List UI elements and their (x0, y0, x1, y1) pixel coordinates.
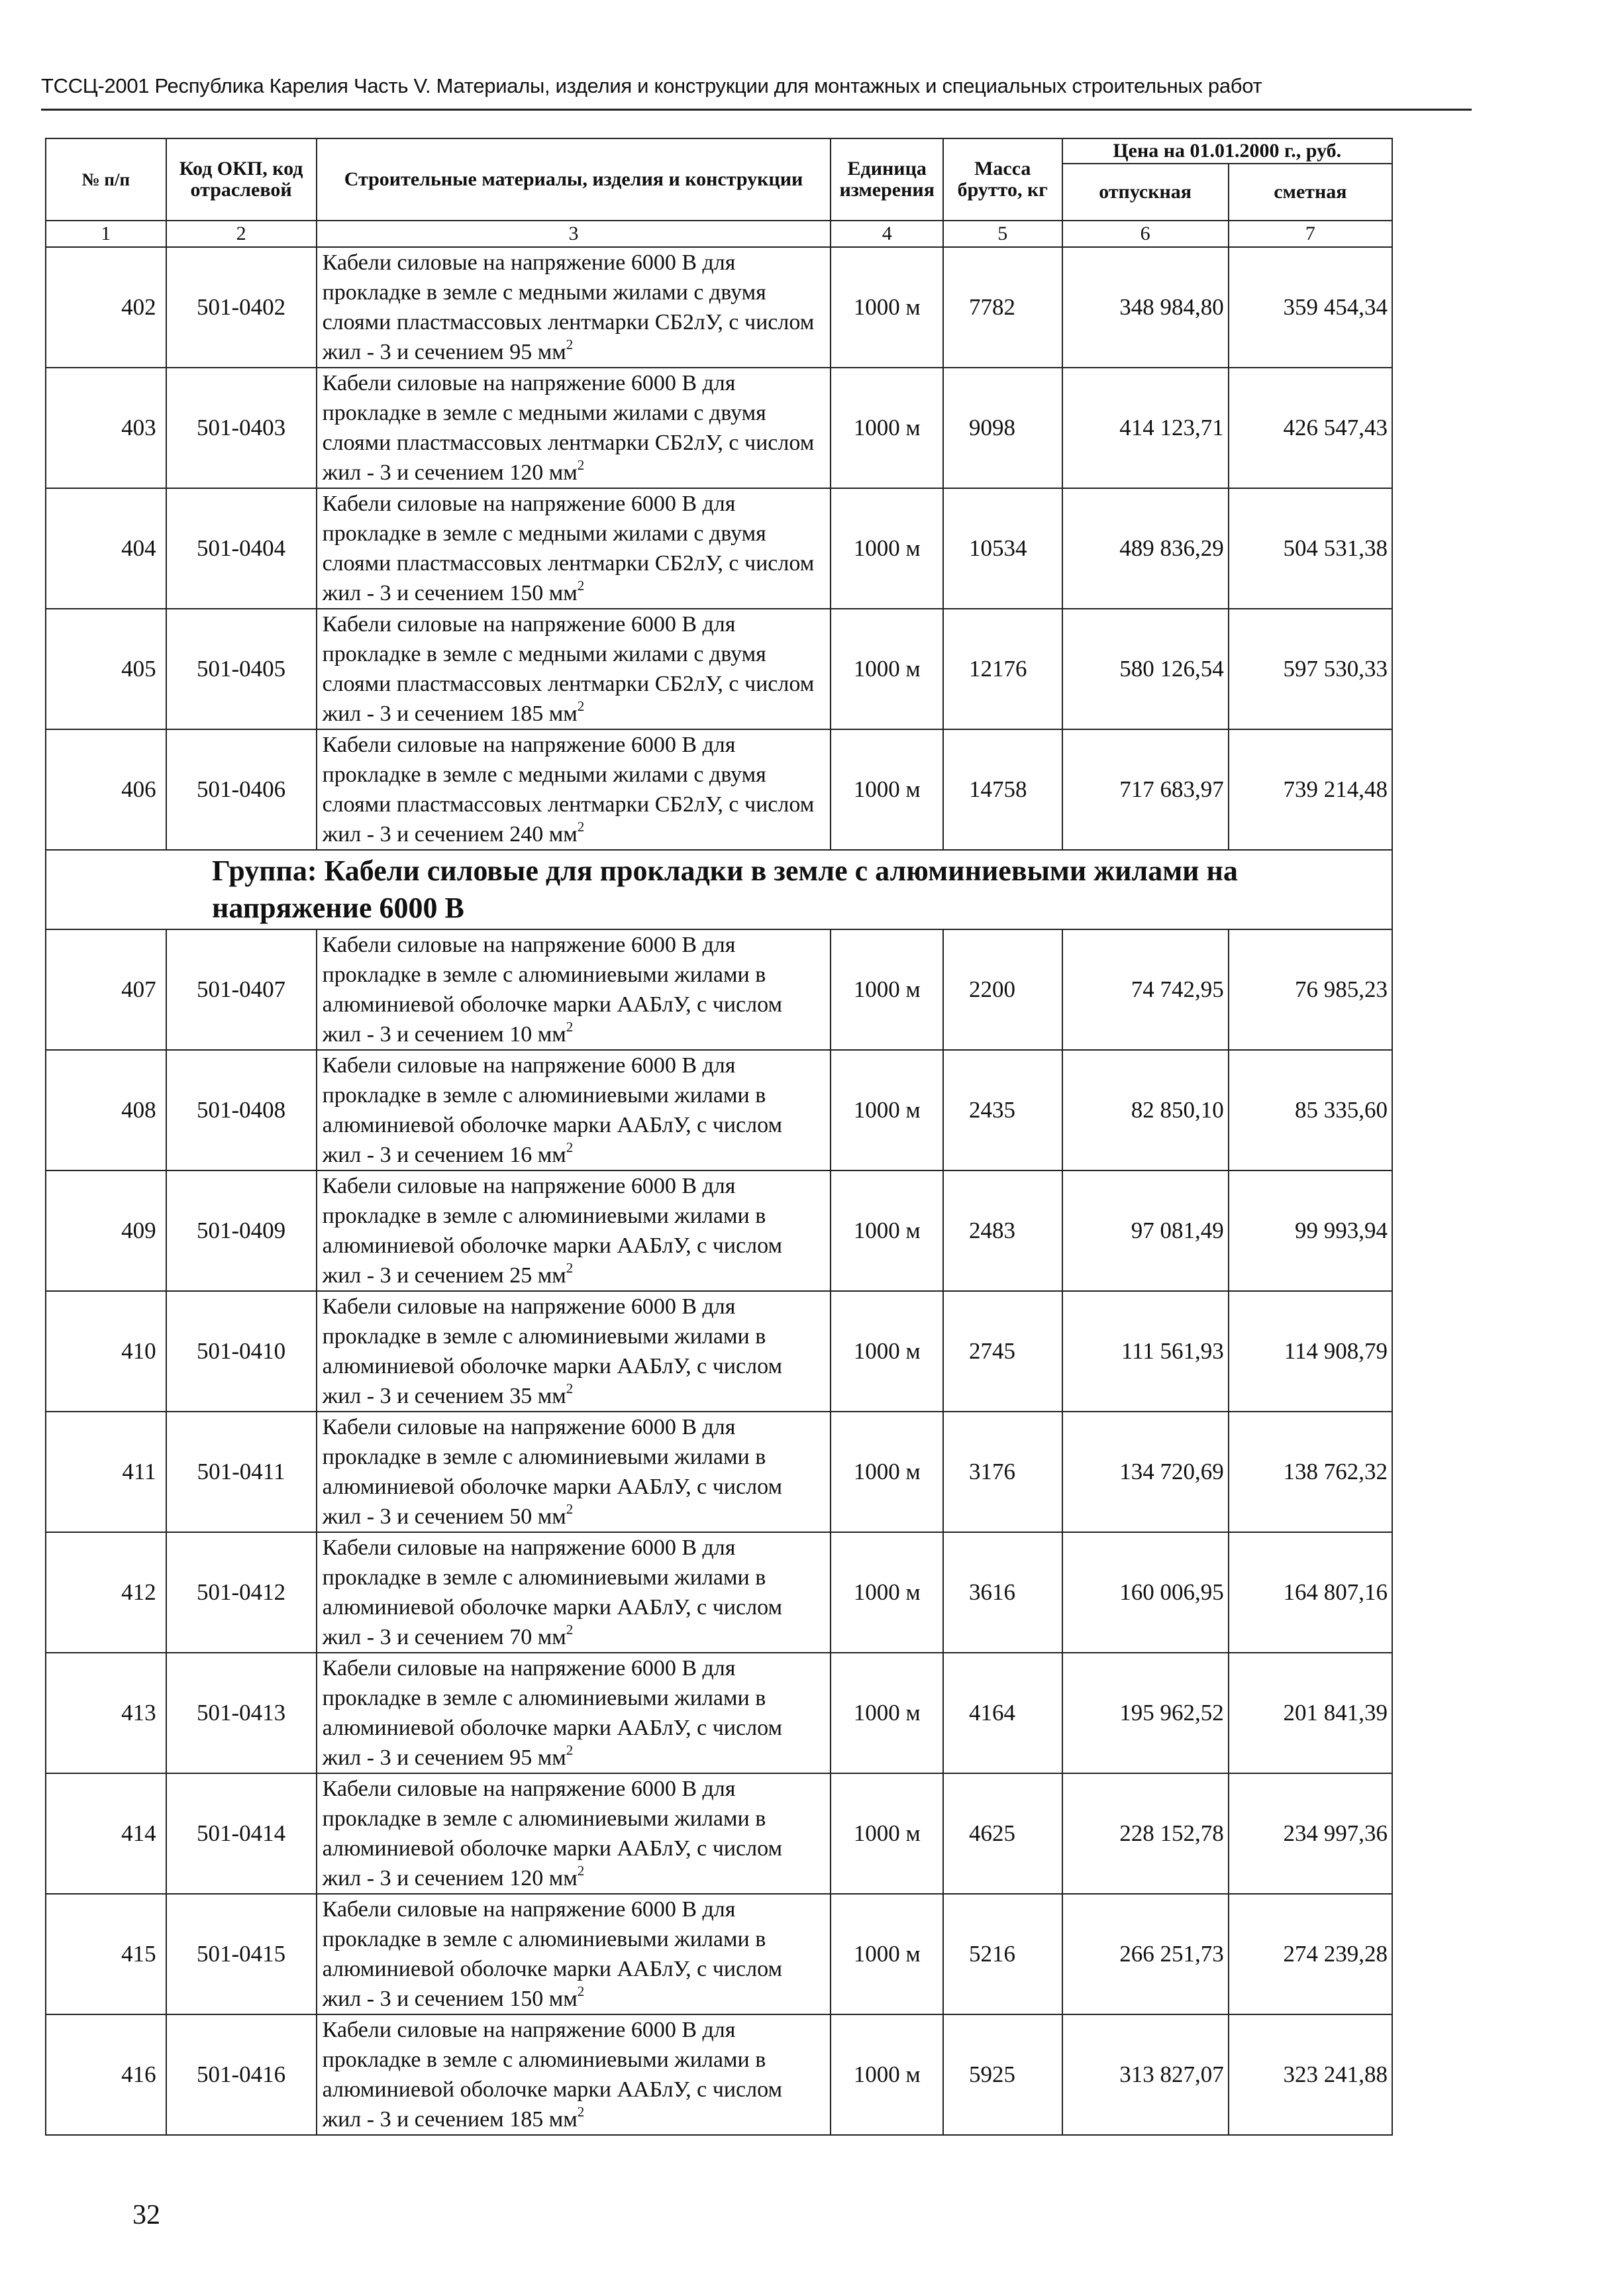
header-okp: Код ОКП, код отраслевой (166, 138, 317, 221)
row-unit: 1000 м (831, 2014, 942, 2135)
row-okp-code: 501-0408 (166, 1050, 317, 1170)
unit-superscript: 2 (577, 2103, 585, 2120)
row-price-release: 717 683,97 (1062, 729, 1229, 850)
row-description-text: Кабели силовые на напряжение 6000 В для прокладке в земле с алюминиевыми жилами в алюминиевой оболочке марки ААБлУ, с числом жил - 3 и сечением 150 мм (322, 1897, 782, 2011)
row-price-release: 111 561,93 (1062, 1291, 1229, 1412)
row-price-release: 195 962,52 (1062, 1653, 1229, 1773)
row-unit: 1000 м (831, 1412, 942, 1532)
row-number: 407 (46, 929, 166, 1050)
row-description-text: Кабели силовые на напряжение 6000 В для прокладке в земле с алюминиевыми жилами в алюминиевой оболочке марки ААБлУ, с числом жил - 3 и сечением 185 мм (322, 2018, 782, 2132)
row-unit: 1000 м (831, 1532, 942, 1653)
row-mass: 5216 (943, 1894, 1062, 2014)
row-price-release: 134 720,69 (1062, 1412, 1229, 1532)
row-unit: 1000 м (831, 1170, 942, 1291)
row-price-estimate: 739 214,48 (1229, 729, 1392, 850)
row-okp-code: 501-0416 (166, 2014, 317, 2135)
row-price-estimate: 274 239,28 (1229, 1894, 1392, 2014)
row-price-release: 82 850,10 (1062, 1050, 1229, 1170)
row-price-release: 160 006,95 (1062, 1532, 1229, 1653)
row-description-text: Кабели силовые на напряжение 6000 В для прокладке в земле с алюминиевыми жилами в алюминиевой оболочке марки ААБлУ, с числом жил - 3 и сечением 50 мм (322, 1415, 782, 1529)
row-description (317, 247, 831, 368)
row-okp-code: 501-0415 (166, 1894, 317, 2014)
row-description (317, 729, 831, 850)
unit-superscript: 2 (577, 698, 585, 714)
row-description-text: Кабели силовые на напряжение 6000 В для прокладке в земле с алюминиевыми жилами в алюминиевой оболочке марки ААБлУ, с числом жил - 3 и сечением 120 мм (322, 1777, 782, 1891)
unit-superscript: 2 (566, 1621, 574, 1637)
row-okp-code: 501-0409 (166, 1170, 317, 1291)
row-price-release: 266 251,73 (1062, 1894, 1229, 2014)
unit-superscript: 2 (566, 1018, 574, 1035)
row-number: 414 (46, 1773, 166, 1894)
row-okp-code: 501-0413 (166, 1653, 317, 1773)
row-description-text: Кабели силовые на напряжение 6000 В для прокладке в земле с медными жилами с двумя слоями пластмассовых лентмарки СБ2лУ, с числом жил - 3 и сечением 185 мм (322, 612, 815, 726)
row-price-estimate: 323 241,88 (1229, 2014, 1392, 2135)
column-number: 5 (943, 221, 1062, 247)
row-mass: 12176 (943, 609, 1062, 729)
unit-superscript: 2 (566, 1500, 574, 1517)
table-row (46, 1050, 1392, 1170)
row-mass: 9098 (943, 368, 1062, 488)
row-price-release: 489 836,29 (1062, 488, 1229, 609)
row-number: 402 (46, 247, 166, 368)
table-row (46, 929, 1392, 1050)
row-price-release: 97 081,49 (1062, 1170, 1229, 1291)
table-row (46, 1291, 1392, 1412)
row-number: 409 (46, 1170, 166, 1291)
row-description (317, 929, 831, 1050)
row-price-release: 348 984,80 (1062, 247, 1229, 368)
price-table (45, 138, 1393, 2136)
unit-superscript: 2 (577, 818, 585, 835)
row-description-text: Кабели силовые на напряжение 6000 В для прокладке в земле с алюминиевыми жилами в алюминиевой оболочке марки ААБлУ, с числом жил - 3 и сечением 70 мм (322, 1535, 782, 1649)
row-number: 412 (46, 1532, 166, 1653)
table-row (46, 368, 1392, 488)
header-price-estimate: сметная (1229, 164, 1392, 221)
row-price-estimate: 504 531,38 (1229, 488, 1392, 609)
row-description (317, 1653, 831, 1773)
row-price-estimate: 426 547,43 (1229, 368, 1392, 488)
unit-superscript: 2 (566, 1139, 574, 1155)
table-row (46, 2014, 1392, 2135)
row-number: 413 (46, 1653, 166, 1773)
row-price-release: 313 827,07 (1062, 2014, 1229, 2135)
unit-superscript: 2 (577, 456, 585, 473)
row-description (317, 1773, 831, 1894)
row-number: 410 (46, 1291, 166, 1412)
row-unit: 1000 м (831, 729, 942, 850)
unit-superscript: 2 (566, 1259, 574, 1276)
row-price-estimate: 114 908,79 (1229, 1291, 1392, 1412)
unit-superscript: 2 (566, 336, 574, 352)
row-number: 403 (46, 368, 166, 488)
table-row (46, 729, 1392, 850)
row-unit: 1000 м (831, 1050, 942, 1170)
row-description-text: Кабели силовые на напряжение 6000 В для прокладке в земле с алюминиевыми жилами в алюминиевой оболочке марки ААБлУ, с числом жил - 3 и сечением 25 мм (322, 1174, 782, 1288)
unit-superscript: 2 (566, 1741, 574, 1758)
row-okp-code: 501-0403 (166, 368, 317, 488)
row-okp-code: 501-0414 (166, 1773, 317, 1894)
column-number: 4 (831, 221, 942, 247)
row-unit: 1000 м (831, 1291, 942, 1412)
row-description (317, 1291, 831, 1412)
row-description-text: Кабели силовые на напряжение 6000 В для прокладке в земле с алюминиевыми жилами в алюминиевой оболочке марки ААБлУ, с числом жил - 3 и сечением 10 мм (322, 933, 782, 1047)
row-price-estimate: 138 762,32 (1229, 1412, 1392, 1532)
header-divider (41, 109, 1472, 111)
table-row (46, 1412, 1392, 1532)
group-heading-text: Группа: Кабели силовые для прокладки в земле с алюминиевыми жилами на напряжение 6000 В (212, 855, 1238, 924)
table-row (46, 1653, 1392, 1773)
unit-superscript: 2 (577, 577, 585, 594)
table-row (46, 1532, 1392, 1653)
row-price-estimate: 359 454,34 (1229, 247, 1392, 368)
row-price-release: 580 126,54 (1062, 609, 1229, 729)
header-price-group: Цена на 01.01.2000 г., руб. (1062, 138, 1392, 164)
row-okp-code: 501-0412 (166, 1532, 317, 1653)
row-mass: 5925 (943, 2014, 1062, 2135)
row-description (317, 1170, 831, 1291)
row-number: 415 (46, 1894, 166, 2014)
row-price-estimate: 234 997,36 (1229, 1773, 1392, 1894)
column-number-row (46, 221, 1392, 247)
table-row (46, 488, 1392, 609)
column-number: 7 (1229, 221, 1392, 247)
row-okp-code: 501-0402 (166, 247, 317, 368)
row-description-text: Кабели силовые на напряжение 6000 В для прокладке в земле с медными жилами с двумя слоями пластмассовых лентмарки СБ2лУ, с числом жил - 3 и сечением 120 мм (322, 371, 815, 485)
row-number: 405 (46, 609, 166, 729)
column-number: 6 (1062, 221, 1229, 247)
row-number: 408 (46, 1050, 166, 1170)
row-number: 404 (46, 488, 166, 609)
row-number: 406 (46, 729, 166, 850)
row-mass: 2483 (943, 1170, 1062, 1291)
header-materials: Строительные материалы, изделия и конструкции (317, 138, 831, 221)
row-okp-code: 501-0411 (166, 1412, 317, 1532)
table-row (46, 247, 1392, 368)
row-mass: 10534 (943, 488, 1062, 609)
row-description-text: Кабели силовые на напряжение 6000 В для прокладке в земле с алюминиевыми жилами в алюминиевой оболочке марки ААБлУ, с числом жил - 3 и сечением 35 мм (322, 1294, 782, 1408)
column-number: 3 (317, 221, 831, 247)
row-description (317, 1412, 831, 1532)
page-header-title: ТССЦ-2001 Республика Карелия Часть V. Материалы, изделия и конструкции для монтажных и специальных строительных работ (41, 74, 1262, 97)
row-description-text: Кабели силовые на напряжение 6000 В для прокладке в земле с алюминиевыми жилами в алюминиевой оболочке марки ААБлУ, с числом жил - 3 и сечением 16 мм (322, 1053, 782, 1167)
row-unit: 1000 м (831, 368, 942, 488)
unit-superscript: 2 (577, 1862, 585, 1879)
row-mass: 2435 (943, 1050, 1062, 1170)
header-price-release: отпускная (1062, 164, 1229, 221)
row-price-release: 74 742,95 (1062, 929, 1229, 1050)
row-unit: 1000 м (831, 488, 942, 609)
row-mass: 2200 (943, 929, 1062, 1050)
row-description-text: Кабели силовые на напряжение 6000 В для прокладке в земле с медными жилами с двумя слоями пластмассовых лентмарки СБ2лУ, с числом жил - 3 и сечением 95 мм (322, 250, 815, 364)
row-mass: 3616 (943, 1532, 1062, 1653)
group-heading (46, 850, 1392, 929)
row-unit: 1000 м (831, 1653, 942, 1773)
row-okp-code: 501-0404 (166, 488, 317, 609)
row-unit: 1000 м (831, 247, 942, 368)
row-unit: 1000 м (831, 1773, 942, 1894)
row-price-estimate: 164 807,16 (1229, 1532, 1392, 1653)
row-price-estimate: 85 335,60 (1229, 1050, 1392, 1170)
row-price-estimate: 76 985,23 (1229, 929, 1392, 1050)
header-npp: № п/п (46, 138, 166, 221)
table-row (46, 1894, 1392, 2014)
row-description (317, 1532, 831, 1653)
table-row (46, 609, 1392, 729)
row-number: 411 (46, 1412, 166, 1532)
row-description (317, 368, 831, 488)
row-description (317, 609, 831, 729)
row-price-release: 414 123,71 (1062, 368, 1229, 488)
header-mass: Масса брутто, кг (943, 138, 1062, 221)
row-okp-code: 501-0406 (166, 729, 317, 850)
row-mass: 2745 (943, 1291, 1062, 1412)
row-price-estimate: 201 841,39 (1229, 1653, 1392, 1773)
row-mass: 4164 (943, 1653, 1062, 1773)
row-okp-code: 501-0405 (166, 609, 317, 729)
column-number: 2 (166, 221, 317, 247)
row-price-estimate: 99 993,94 (1229, 1170, 1392, 1291)
page-number: 32 (132, 2200, 160, 2230)
row-description (317, 2014, 831, 2135)
unit-superscript: 2 (577, 1983, 585, 1999)
row-description-text: Кабели силовые на напряжение 6000 В для прокладке в земле с медными жилами с двумя слоями пластмассовых лентмарки СБ2лУ, с числом жил - 3 и сечением 150 мм (322, 492, 815, 605)
row-description (317, 488, 831, 609)
row-unit: 1000 м (831, 1894, 942, 2014)
header-unit: Единица измерения (831, 138, 942, 221)
row-okp-code: 501-0410 (166, 1291, 317, 1412)
column-number: 1 (46, 221, 166, 247)
row-number: 416 (46, 2014, 166, 2135)
row-mass: 3176 (943, 1412, 1062, 1532)
row-description (317, 1050, 831, 1170)
row-unit: 1000 м (831, 609, 942, 729)
row-okp-code: 501-0407 (166, 929, 317, 1050)
row-price-estimate: 597 530,33 (1229, 609, 1392, 729)
table-row (46, 1170, 1392, 1291)
unit-superscript: 2 (566, 1380, 574, 1396)
row-description-text: Кабели силовые на напряжение 6000 В для прокладке в земле с алюминиевыми жилами в алюминиевой оболочке марки ААБлУ, с числом жил - 3 и сечением 95 мм (322, 1656, 782, 1770)
row-mass: 7782 (943, 247, 1062, 368)
row-mass: 14758 (943, 729, 1062, 850)
row-description-text: Кабели силовые на напряжение 6000 В для прокладке в земле с медными жилами с двумя слоями пластмассовых лентмарки СБ2лУ, с числом жил - 3 и сечением 240 мм (322, 733, 815, 847)
row-description (317, 1894, 831, 2014)
row-price-release: 228 152,78 (1062, 1773, 1229, 1894)
row-unit: 1000 м (831, 929, 942, 1050)
row-mass: 4625 (943, 1773, 1062, 1894)
table-row (46, 1773, 1392, 1894)
